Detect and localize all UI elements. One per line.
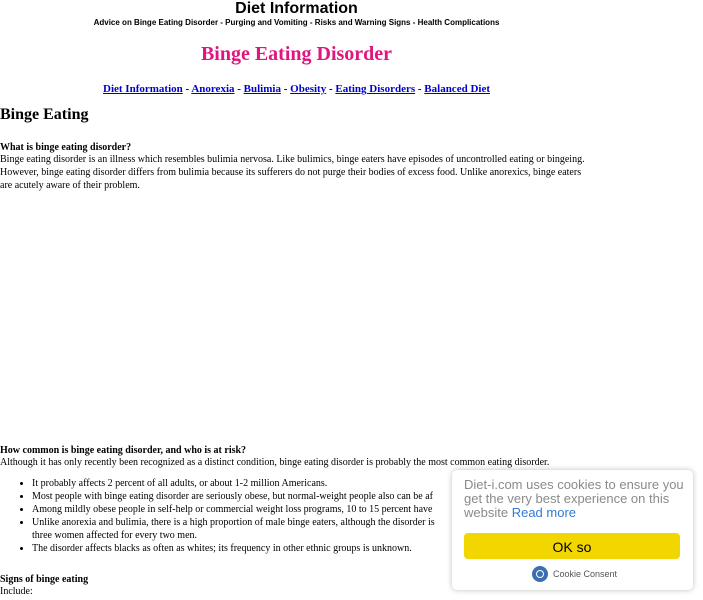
article-intro — [0, 142, 590, 192]
cookie-consent-logo-icon — [532, 566, 548, 582]
list-item: • The disorder affects blacks as often as whites; its frequency in other ethnic groups is unknown. — [32, 542, 590, 555]
cookie-consent-brand[interactable] — [532, 566, 617, 582]
nav-separator: - — [182, 83, 192, 95]
nav-separator: - — [234, 83, 244, 95]
read-more-link[interactable]: Read more — [511, 505, 577, 520]
ok-button[interactable]: OK so — [464, 533, 680, 559]
nav-link-anorexia[interactable]: Anorexia — [191, 83, 235, 95]
cookie-message — [464, 478, 684, 520]
list-item: • It probably affects 2 percent of all adults, or about 1-2 million Americans. — [32, 477, 590, 490]
question-heading: Signs of binge eating — [0, 574, 89, 585]
list-item: • Among mildly obese people in self-help or commercial weight loss programs, 10 to 15 percent have — [32, 503, 590, 516]
question-heading: How common is binge eating disorder, and who is at risk? — [0, 445, 247, 456]
list-item: • Most people with binge eating disorder are seriously obese, but normal-weight people also can be af — [32, 490, 590, 503]
page-heading: Binge Eating Disorder — [200, 43, 393, 65]
nav-link-diet-information[interactable]: Diet Information — [103, 83, 183, 95]
nav-separator: - — [280, 83, 291, 95]
list-item-text: three women affected for every two men. — [32, 530, 198, 541]
paragraph: Binge eating disorder is an illness which resembles bulimia nervosa. Like bulimics, binge eaters have episodes of uncontrolled eating or bingeing. However, binge eating disorder differs from bulimia because its sufferers do not purge their bodies of excess food. Unlike anorexics, binge eaters are acutely aware of their problem. — [0, 154, 585, 191]
site-title: Diet Information — [235, 0, 358, 17]
cookie-message-text: Diet-i.com uses cookies to ensure you get the very best experience on this website — [464, 477, 684, 520]
site-subtitle: Advice on Binge Eating Disorder - Purging and Vomiting - Risks and Warning Signs - Health Complications — [93, 18, 500, 27]
nav-link-eating-disorders[interactable]: Eating Disorders — [335, 83, 416, 95]
question-heading: What is binge eating disorder? — [0, 142, 132, 153]
nav-links — [0, 83, 593, 95]
paragraph: Although it has only recently been recognized as a distinct condition, binge eating disorder is probably the most common eating disorder. — [0, 457, 550, 468]
paragraph: Include: — [0, 586, 33, 597]
cookie-consent-brand-label: Cookie Consent — [553, 569, 618, 579]
cookie-consent-banner — [452, 470, 693, 590]
list-item-text: Unlike anorexia and bulimia, there is a high proportion of male binge eaters, although the disorder is — [32, 517, 435, 528]
nav-link-balanced-diet[interactable]: Balanced Diet — [424, 83, 490, 95]
nav-link-bulimia[interactable]: Bulimia — [243, 83, 281, 95]
nav-separator: - — [326, 83, 336, 95]
nav-link-obesity[interactable]: Obesity — [290, 83, 327, 95]
section-title: Binge Eating — [0, 106, 89, 123]
nav-separator: - — [415, 83, 425, 95]
site-header — [0, 0, 593, 28]
